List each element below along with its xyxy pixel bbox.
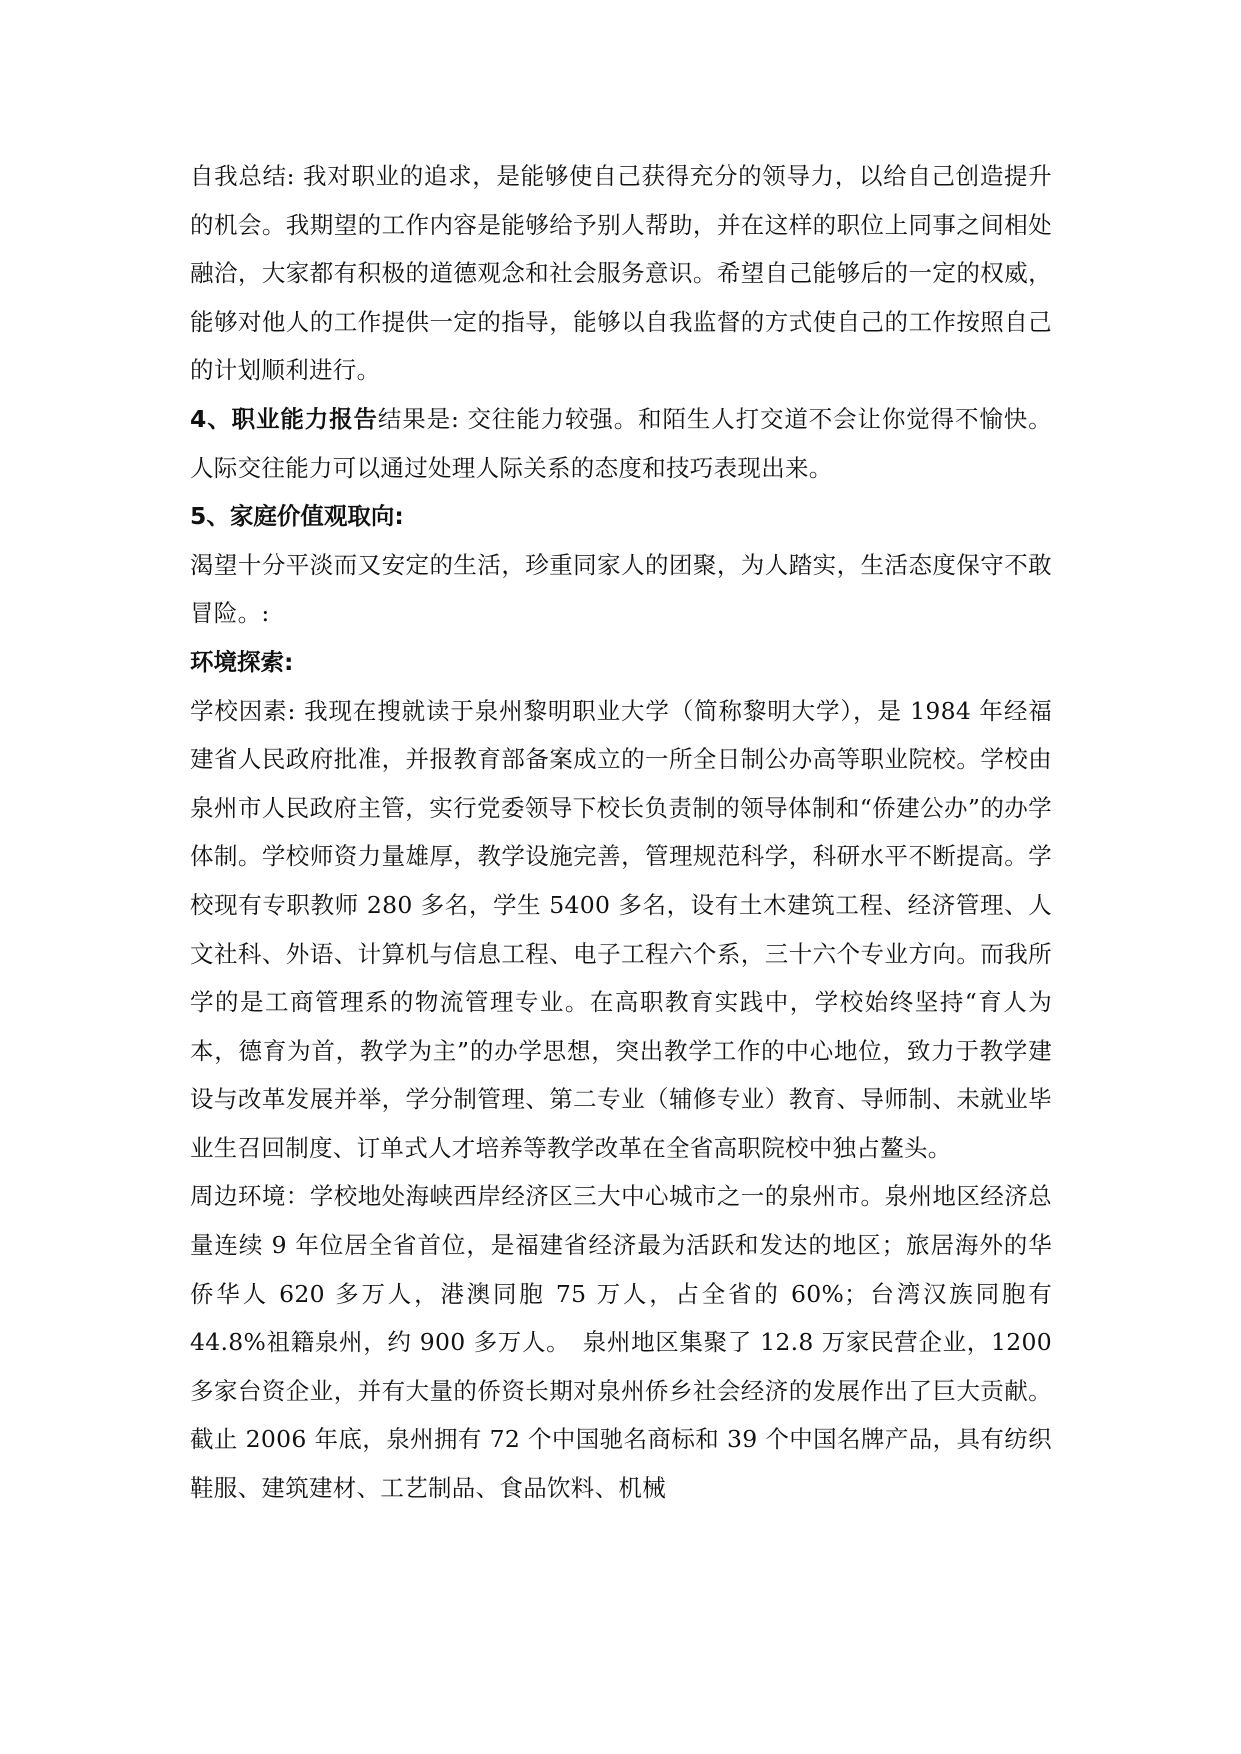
document-body (190, 152, 1052, 1513)
family-heading: 5、家庭价值观取向: (190, 502, 404, 531)
school-paragraph: 学校因素: 我现在搜就读于泉州黎明职业大学（简称黎明大学），是 1984 年经福建省人民政府批准，并报教育部备案成立的一所全日制公办高等职业院校。学校由泉州市人民政府主管，实行党委领导下校长负责制的领导体制和“侨建公办”的办学体制。学校师资力量雄厚，教学设施完善，管理规范科学，科研水平不断提高。学校现有专职教师 280 多名，学生 5400 多名，设有土木建筑工程、经济管理、人文社科、外语、计算机与信息工程、电子工程六个系，三十六个专业方向。而我所学的是工商管理系的物流管理专业。在高职教育实践中，学校始终坚持“育人为本，德育为首，教学为主”的办学思想，突出教学工作的中心地位，致力于教学建设与改革发展并举，学分制管理、第二专业（辅修专业）教育、导师制、未就业毕业生召回制度、订单式人才培养等教学改革在全省高职院校中独占鳌头。 (190, 696, 1052, 1162)
ability-heading: 4、职业能力报告 (190, 404, 378, 433)
ability-text: 结果是: 交往能力较强。和陌生人打交道不会让你觉得不愉快。人际交往能力可以通过处理人际关系的态度和技巧表现出来。 (190, 404, 1052, 482)
family-paragraph: 渴望十分平淡而又安定的生活，珍重同家人的团聚，为人踏实，生活态度保守不敢冒险。: (190, 550, 1052, 628)
self-summary-paragraph: 自我总结: 我对职业的追求，是能够使自己获得充分的领导力，以给自己创造提升的机会。我期望的工作内容是能够给予别人帮助，并在这样的职位上同事之间相处融洽，大家都有积极的道德观念和社会服务意识。希望自己能够后的一定的权威，能够对他人的工作提供一定的指导，能够以自我监督的方式使自己的工作按照自己的计划顺利进行。 (190, 162, 1052, 385)
surroundings-paragraph: 周边环境：学校地处海峡西岸经济区三大中心城市之一的泉州市。泉州地区经济总量连续 9 年位居全省首位，是福建省经济最为活跃和发达的地区；旅居海外的华侨华人 620 多万人，港澳同胞 75 万人，占全省的 60%；台湾汉族同胞有 44.8%祖籍泉州，约 900 多万人。 泉州地区集聚了 12.8 万家民营企业，1200 多家台资企业，并有大量的侨资长期对泉州侨乡社会经济的发展作出了巨大贡献。截止 2006 年底，泉州拥有 72 个中国驰名商标和 39 个中国名牌产品，具有纺织鞋服、建筑建材、工艺制品、食品饮料、机械 (190, 1182, 1052, 1503)
environment-heading: 环境探索: (190, 647, 294, 676)
ability-paragraph (190, 395, 1052, 492)
